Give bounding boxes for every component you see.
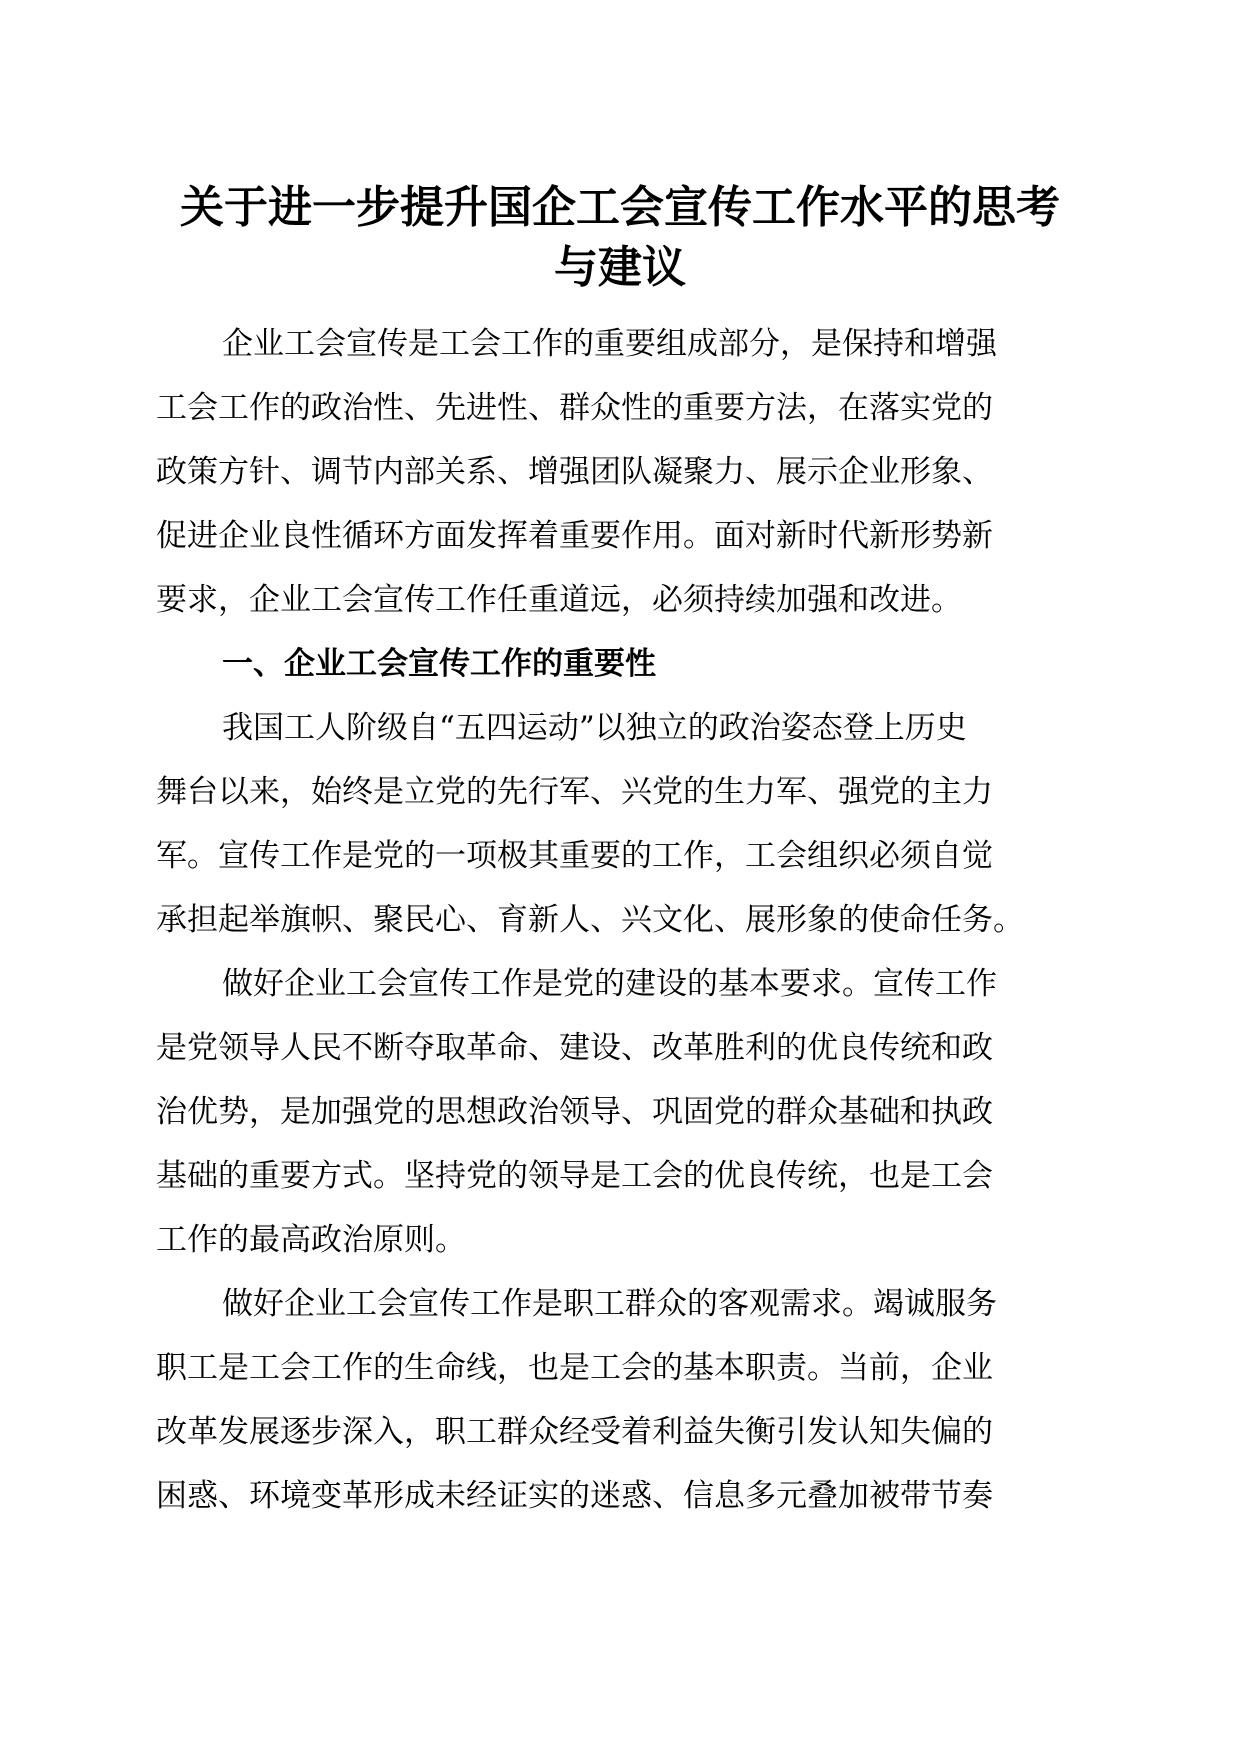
paragraph-intro-line: 要求，企业工会宣传工作任重道远，必须持续加强和改进。 — [156, 582, 962, 618]
paragraph-history-line: 舞台以来，始终是立党的先行军、兴党的生力军、强党的主力 — [156, 774, 993, 810]
paragraph-party-line: 做好企业工会宣传工作是党的建设的基本要求。宣传工作 — [222, 966, 997, 1002]
paragraph-workers-line: 困惑、环境变革形成未经证实的迷惑、信息多元叠加被带节奏 — [156, 1478, 993, 1514]
document-title-line-1: 关于进一步提升国企工会宣传工作水平的思考 — [180, 182, 1060, 233]
document-title-line-2: 与建议 — [554, 242, 686, 293]
paragraph-workers-line: 改革发展逐步深入，职工群众经受着利益失衡引发认知失偏的 — [156, 1414, 993, 1450]
paragraph-intro-line: 工会工作的政治性、先进性、群众性的重要方法，在落实党的 — [156, 390, 993, 426]
paragraph-party-line: 是党领导人民不断夺取革命、建设、改革胜利的优良传统和政 — [156, 1030, 993, 1066]
section-heading-1: 一、企业工会宣传工作的重要性 — [222, 646, 656, 682]
paragraph-party-line: 治优势，是加强党的思想政治领导、巩固党的群众基础和执政 — [156, 1094, 993, 1130]
paragraph-intro-line: 政策方针、调节内部关系、增强团队凝聚力、展示企业形象、 — [156, 454, 993, 490]
paragraph-intro-line: 企业工会宣传是工会工作的重要组成部分，是保持和增强 — [222, 326, 997, 362]
paragraph-party-line: 基础的重要方式。坚持党的领导是工会的优良传统，也是工会 — [156, 1158, 993, 1194]
paragraph-workers-line: 做好企业工会宣传工作是职工群众的客观需求。竭诚服务 — [222, 1286, 997, 1322]
document-body — [156, 312, 1100, 1528]
paragraph-intro-line: 促进企业良性循环方面发挥着重要作用。面对新时代新形势新 — [156, 518, 993, 554]
paragraph-history-line: 军。宣传工作是党的一项极其重要的工作，工会组织必须自觉 — [156, 838, 993, 874]
paragraph-history-line: 我国工人阶级自“五四运动”以独立的政治姿态登上历史 — [222, 710, 967, 746]
paragraph-history-line: 承担起举旗帜、聚民心、育新人、兴文化、展形象的使命任务。 — [156, 902, 1024, 938]
paragraph-party-line: 工作的最高政治原则。 — [156, 1222, 466, 1258]
paragraph-workers-line: 职工是工会工作的生命线，也是工会的基本职责。当前，企业 — [156, 1350, 993, 1386]
